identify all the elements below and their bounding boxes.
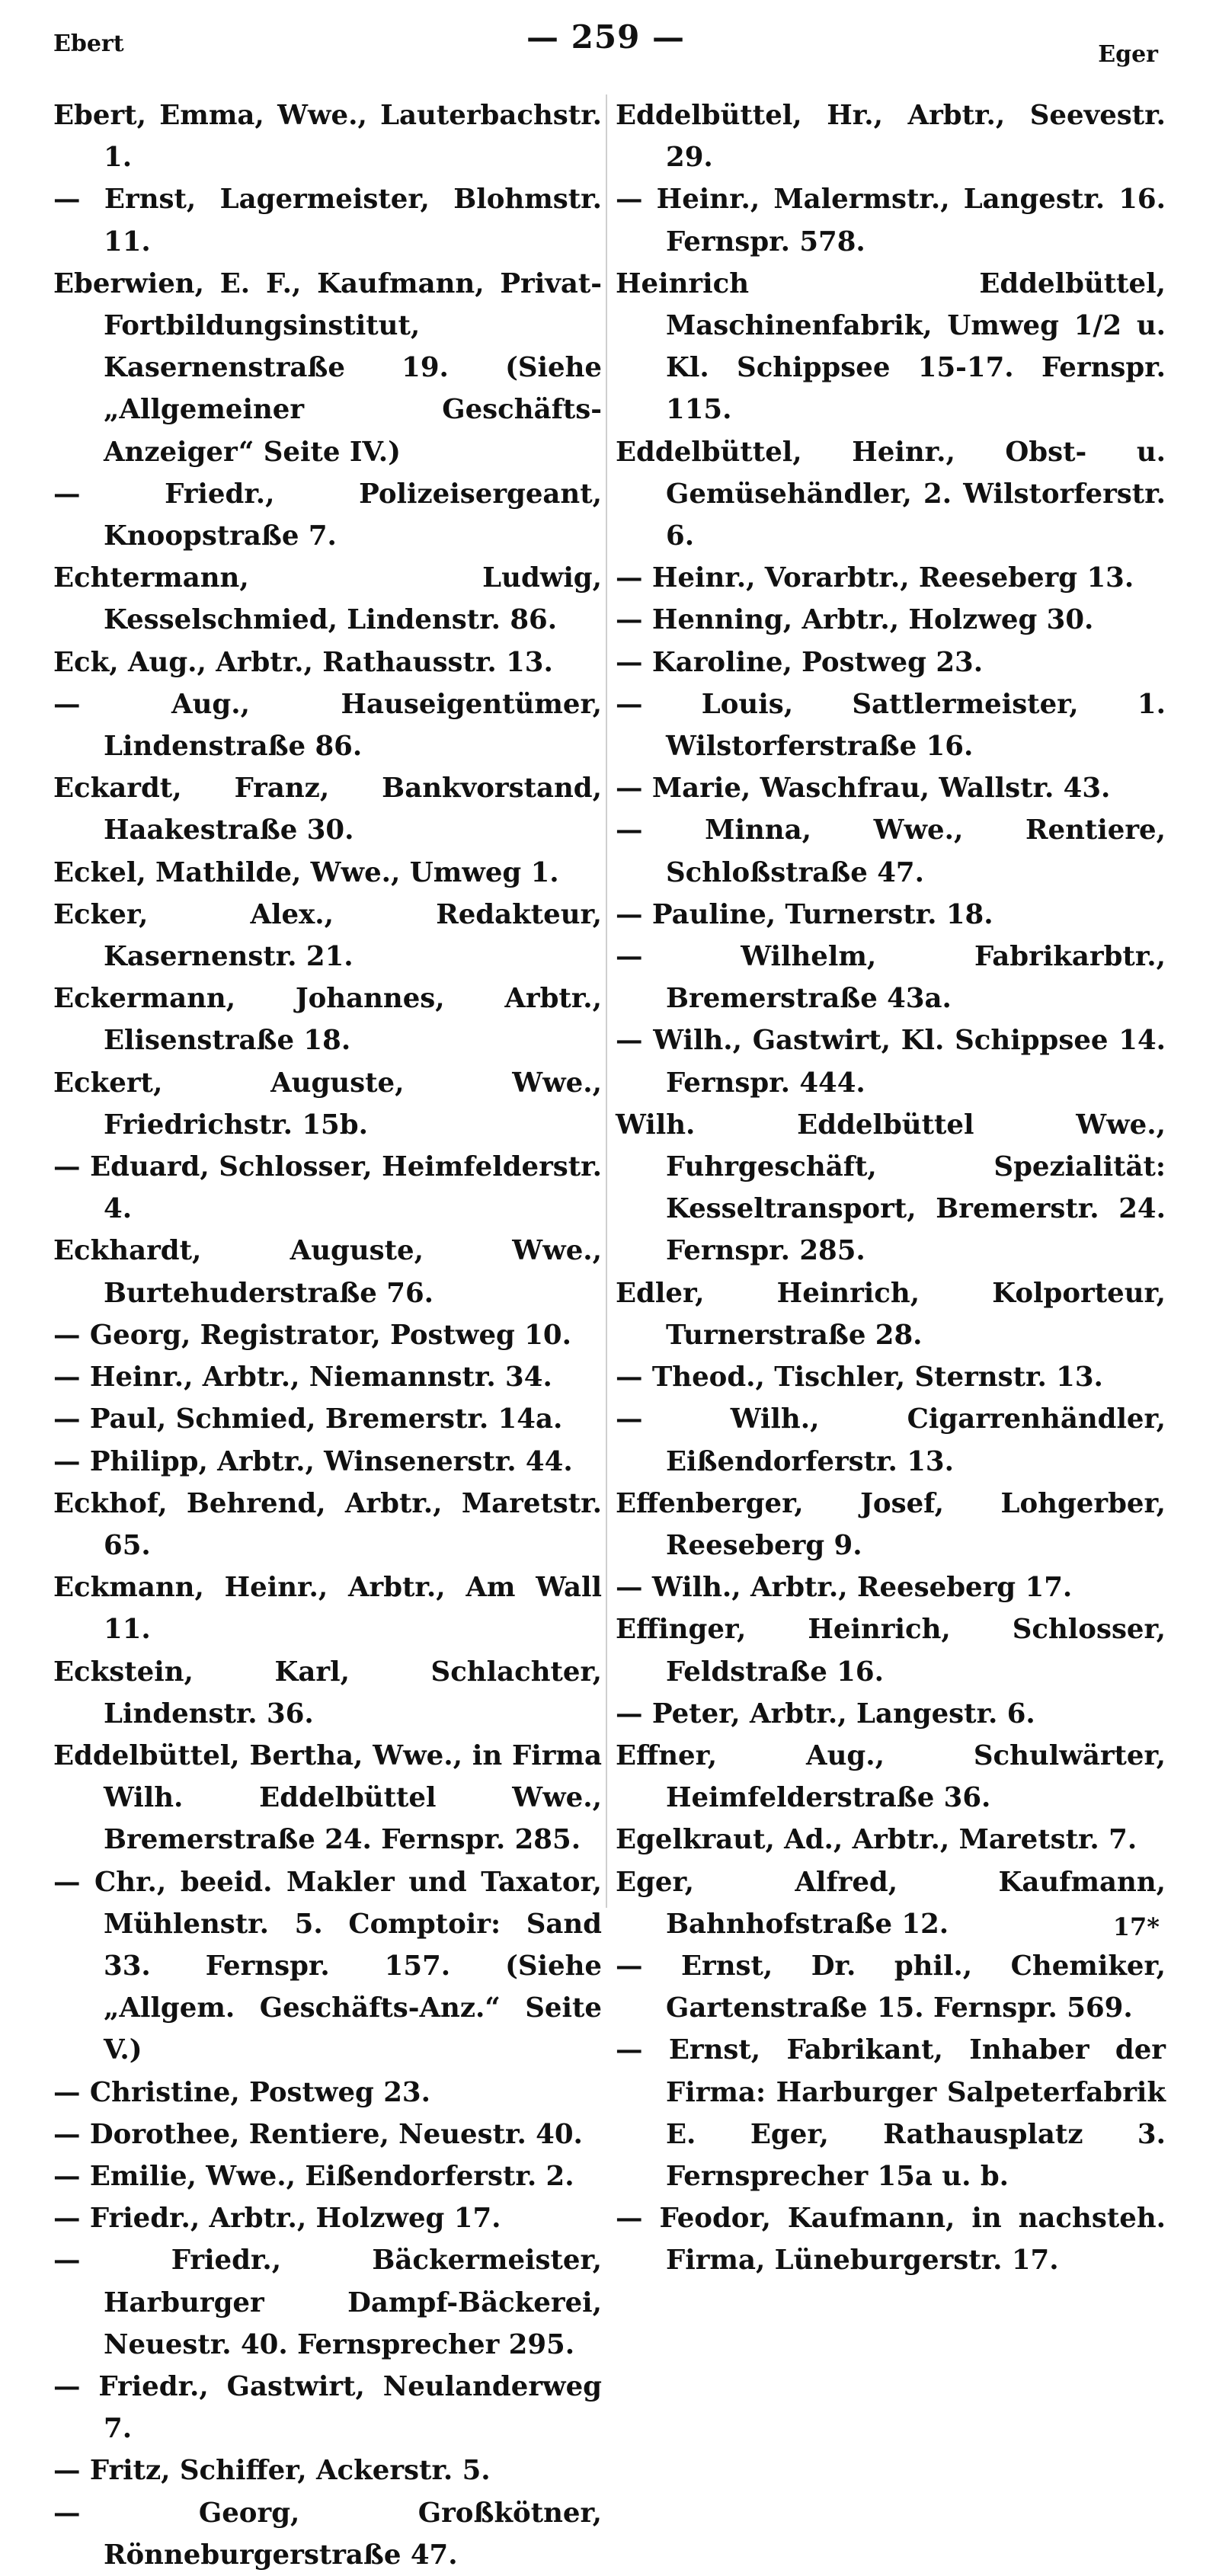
directory-entry: Edler, Heinrich, Kolporteur, Turnerstraße 28. (616, 1277, 1166, 1351)
directory-entry: — Friedr., Bäckermeister, Harburger Dampf-Bäckerei, Neuestr. 40. Fernsprecher 295. (53, 2245, 602, 2360)
directory-entry: Eddelbüttel, Bertha, Wwe., in Firma Wilh. Eddelbüttel Wwe., Bremerstraße 24. Fernspr. 285. (53, 1739, 602, 1856)
directory-entry: — Fritz, Schiffer, Ackerstr. 5. (53, 2455, 491, 2487)
page-number: — 259 — (526, 18, 685, 56)
directory-entry: — Theod., Tischler, Sternstr. 13. (616, 1362, 1103, 1394)
left-column (53, 94, 602, 2571)
directory-entry: Ecker, Alex., Redakteur, Kasernenstr. 21. (53, 898, 602, 973)
directory-entry: — Minna, Wwe., Rentiere, Schloßstraße 47. (616, 814, 1166, 888)
directory-entry: — Heinr., Arbtr., Niemannstr. 34. (53, 1362, 552, 1394)
directory-entry: Effenberger, Josef, Lohgerber, Reeseberg 9. (616, 1487, 1166, 1561)
directory-entry: Eckel, Mathilde, Wwe., Umweg 1. (53, 856, 559, 888)
directory-entry: Egelkraut, Ad., Arbtr., Maretstr. 7. (616, 1824, 1137, 1856)
column-divider (606, 94, 607, 1908)
directory-entry: — Pauline, Turnerstr. 18. (616, 898, 993, 930)
directory-entry: — Ernst, Lagermeister, Blohmstr. 11. (53, 184, 602, 258)
directory-entry: Eck, Aug., Arbtr., Rathausstr. 13. (53, 646, 553, 678)
directory-entry: — Christine, Postweg 23. (53, 2076, 430, 2108)
directory-entry: — Friedr., Gastwirt, Neulanderweg 7. (53, 2370, 602, 2445)
directory-entry: — Philipp, Arbtr., Winsenerstr. 44. (53, 1445, 573, 1477)
directory-entry: — Wilhelm, Fabrikarbtr., Bremerstraße 43a. (616, 941, 1166, 1015)
directory-entry: — Paul, Schmied, Bremerstr. 14a. (53, 1403, 563, 1435)
directory-entry: — Ernst, Fabrikant, Inhaber der Firma: Harburger Salpeterfabrik E. Eger, Rathausplatz 3. Fernsprecher 15a u. b. (616, 2034, 1166, 2192)
directory-entry: Effinger, Heinrich, Schlosser, Feldstraße 16. (616, 1614, 1166, 1688)
directory-entry: — Georg, Registrator, Postweg 10. (53, 1319, 571, 1351)
directory-entry: — Dorothee, Rentiere, Neuestr. 40. (53, 2118, 583, 2150)
directory-entry: — Emilie, Wwe., Eißendorferstr. 2. (53, 2160, 574, 2192)
directory-entry: — Feodor, Kaufmann, in nachsteh. Firma, Lüneburgerstr. 17. (616, 2203, 1166, 2277)
directory-entry: — Ernst, Dr. phil., Chemiker, Gartenstraße 15. Fernspr. 569. (616, 1950, 1166, 2024)
directory-entry: — Eduard, Schlosser, Heimfelderstr. 4. (53, 1151, 602, 1225)
directory-entry: — Friedr., Polizeisergeant, Knoopstraße 7. (53, 478, 602, 552)
directory-entry: Eckermann, Johannes, Arbtr., Elisenstraße 18. (53, 983, 602, 1057)
signature-mark: 17* (1112, 1912, 1160, 1941)
directory-entry: Eckhof, Behrend, Arbtr., Maretstr. 65. (53, 1487, 602, 1561)
directory-entry: — Wilh., Arbtr., Reeseberg 17. (616, 1572, 1073, 1604)
running-head-left: Ebert (53, 30, 124, 57)
directory-entry: — Karoline, Postweg 23. (616, 646, 984, 678)
directory-entry: — Louis, Sattlermeister, 1. Wilstorferstraße 16. (616, 688, 1166, 763)
directory-entry: — Chr., beeid. Makler und Taxator, Mühlenstr. 5. Comptoir: Sand 33. Fernspr. 157. (Siehe „Allgem. Geschäfts-Anz.“ Seite V.) (53, 1866, 602, 2066)
directory-entry: Ebert, Emma, Wwe., Lauterbachstr. 1. (53, 100, 602, 174)
directory-entry: Eckmann, Heinr., Arbtr., Am Wall 11. (53, 1572, 602, 1646)
directory-entry: Eger, Alfred, Kaufmann, Bahnhofstraße 12. (616, 1866, 1166, 1940)
directory-entry: — Marie, Waschfrau, Wallstr. 43. (616, 773, 1111, 805)
directory-entry: Heinrich Eddelbüttel, Maschinenfabrik, Umweg 1/2 u. Kl. Schippsee 15-17. Fernspr. 115. (616, 267, 1166, 426)
running-head-right: Eger (1098, 41, 1158, 68)
directory-entry: — Heinr., Malermstr., Langestr. 16. Fernspr. 578. (616, 184, 1166, 258)
directory-entry: — Heinr., Vorarbtr., Reeseberg 13. (616, 562, 1134, 594)
directory-entry: Eckardt, Franz, Bankvorstand, Haakestraße 30. (53, 773, 602, 846)
directory-entry: — Peter, Arbtr., Langestr. 6. (616, 1698, 1035, 1730)
directory-entry: Eddelbüttel, Heinr., Obst- u. Gemüsehändler, 2. Wilstorferstr. 6. (616, 436, 1166, 552)
directory-entry: — Friedr., Arbtr., Holzweg 17. (53, 2203, 501, 2235)
right-column (616, 94, 1166, 2277)
directory-entry: — Wilh., Cigarrenhändler, Eißendorferstr. 13. (616, 1403, 1166, 1477)
directory-entry: Eddelbüttel, Hr., Arbtr., Seevestr. 29. (616, 100, 1166, 174)
directory-entry: Echtermann, Ludwig, Kesselschmied, Lindenstr. 86. (53, 562, 602, 636)
directory-entry: — Henning, Arbtr., Holzweg 30. (616, 604, 1094, 636)
directory-entry: Wilh. Eddelbüttel Wwe., Fuhrgeschäft, Spezialität: Kesseltransport, Bremerstr. 24. Fernspr. 285. (616, 1109, 1166, 1267)
directory-entry: Eckstein, Karl, Schlachter, Lindenstr. 36. (53, 1656, 602, 1730)
directory-entry: Eberwien, E. F., Kaufmann, Privat-Fortbildungsinstitut, Kasernenstraße 19. (Siehe „Allgemeiner Geschäfts-Anzeiger“ Seite IV.) (53, 267, 602, 468)
directory-entry: — Aug., Hauseigentümer, Lindenstraße 86. (53, 688, 602, 763)
directory-entry: Effner, Aug., Schulwärter, Heimfelderstraße 36. (616, 1739, 1166, 1814)
directory-entry: — Georg, Großkötner, Rönneburgerstraße 47. (53, 2497, 602, 2571)
page-header (53, 11, 1158, 79)
directory-entry: — Wilh., Gastwirt, Kl. Schippsee 14. Fernspr. 444. (616, 1025, 1166, 1099)
directory-entry: Eckhardt, Auguste, Wwe., Burtehuderstraße 76. (53, 1235, 602, 1309)
directory-entry: Eckert, Auguste, Wwe., Friedrichstr. 15b. (53, 1067, 602, 1141)
